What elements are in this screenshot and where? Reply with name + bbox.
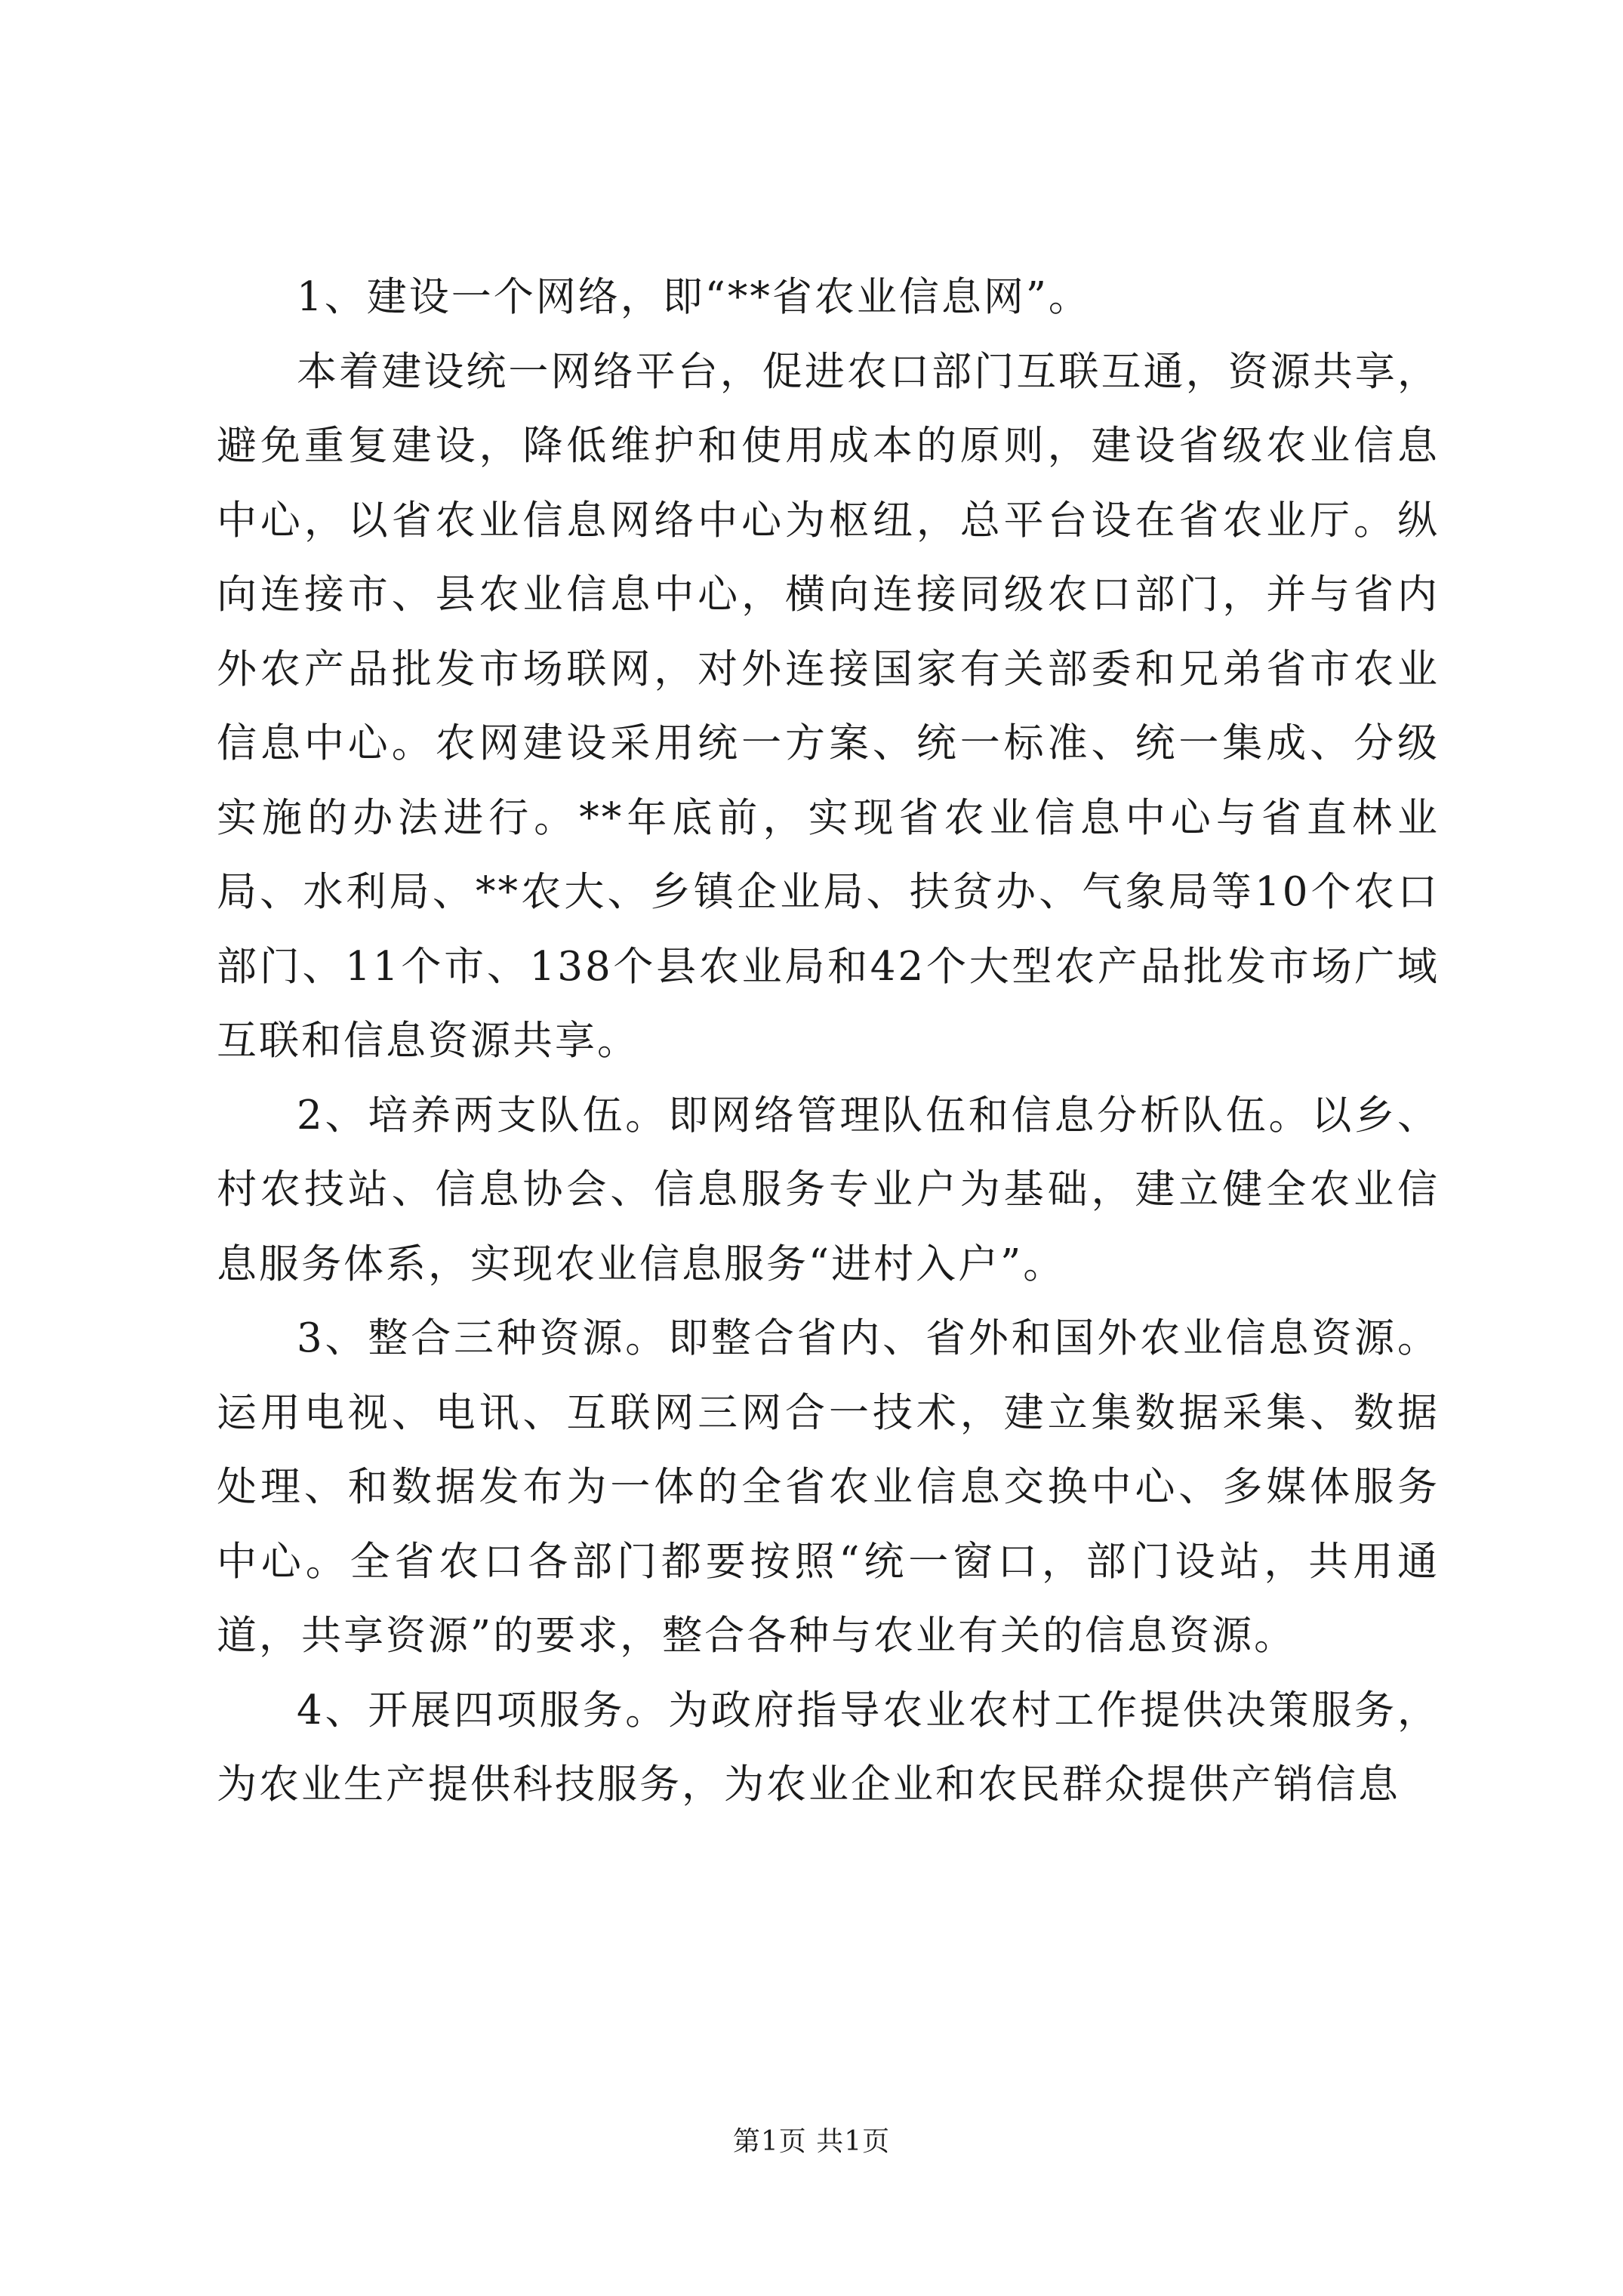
paragraph-3: 2、培养两支队伍。即网络管理队伍和信息分析队伍。以乡、村农技站、信息协会、信息服务专业户为基础，建立健全农业信息服务体系，实现农业信息服务“进村入户”。 bbox=[217, 1092, 1440, 1287]
paragraph-2: 本着建设统一网络平台，促进农口部门互联互通，资源共享，避免重复建设，降低维护和使用成本的原则，建设省级农业信息中心，以省农业信息网络中心为枢纽，总平台设在省农业厅。纵向连接市、县农业信息中心，横向连接同级农口部门，并与省内外农产品批发市场联网，对外连接国家有关部委和兄弟省市农业信息中心。农网建设采用统一方案、统一标准、统一集成、分级实施的办法进行。**年底前，实现省农业信息中心与省直林业局、水利局、**农大、乡镇企业局、扶贫办、气象局等10个农口部门、11个市、138个县农业局和42个大型农产品批发市场广域互联和信息资源共享。 bbox=[217, 348, 1440, 1064]
paragraph-5: 4、开展四项服务。为政府指导农业农村工作提供决策服务，为农业生产提供科技服务，为农业企业和农民群众提供产销信息 bbox=[217, 1687, 1440, 1808]
page-footer: 第1页 共1页 bbox=[732, 2126, 891, 2157]
paragraph-4: 3、整合三种资源。即整合省内、省外和国外农业信息资源。运用电视、电讯、互联网三网合一技术，建立集数据采集、数据处理、和数据发布为一体的全省农业信息交换中心、多媒体服务中心。全省农口各部门都要按照“统一窗口，部门设站，共用通道，共享资源”的要求，整合各种与农业有关的信息资源。 bbox=[217, 1315, 1440, 1659]
document-body bbox=[217, 260, 1440, 1823]
paragraph-1: 1、建设一个网络，即“**省农业信息网”。 bbox=[297, 274, 1091, 320]
